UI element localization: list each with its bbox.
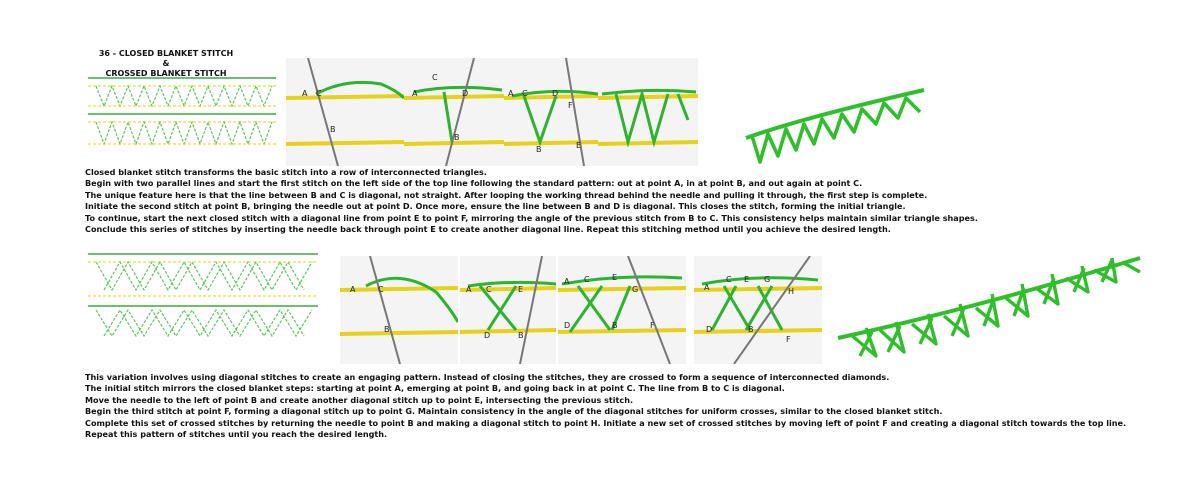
svg-text:D: D (552, 89, 559, 98)
svg-text:A: A (412, 89, 418, 98)
svg-text:B: B (536, 145, 542, 154)
svg-text:B: B (330, 125, 336, 134)
instruction-line: Begin the third stitch at point F, forming a diagonal stitch up to point G. Maintain consistency in the angle of the diagonal stitches for uniform crosses, similar to the closed blanket stitch. (85, 406, 943, 417)
svg-text:A: A (508, 89, 514, 98)
svg-text:F: F (650, 321, 655, 330)
svg-text:D: D (564, 321, 571, 330)
svg-text:A: A (466, 285, 472, 294)
instruction-line: Begin with two parallel lines and start the first stitch on the left side of the top line following the standard pattern: out at point A, in at point B, and out again at point C. (85, 178, 863, 189)
title-line-1: 36 - CLOSED BLANKET STITCH & (98, 49, 234, 68)
svg-text:B: B (454, 133, 460, 142)
crossed-step-1-photo (340, 256, 458, 364)
instruction-line: Complete this set of crossed stitches by returning the needle to point B and making a diagonal stitch to point H. Initiate a new set of crossed stitches by moving left of point F and creating a diagonal stitch towards the top line. (85, 417, 1127, 428)
svg-text:C: C (584, 275, 590, 284)
closed-blanket-instructions (85, 167, 978, 235)
instruction-line: Closed blanket stitch transforms the basic stitch into a row of interconnected triangles. (85, 167, 487, 177)
title-line-2: CROSSED BLANKET STITCH (105, 69, 227, 78)
svg-text:E: E (518, 285, 524, 294)
instruction-line: The initial stitch mirrors the closed blanket steps: starting at point A, emerging at point B, and going back in at point C. The line from B to C is diagonal. (85, 383, 785, 394)
instruction-line: The unique feature here is that the line between B and C is diagonal, not straight. After looping the working thread behind the needle and pulling it through, the first step is complete. (85, 189, 928, 200)
svg-text:B: B (518, 331, 524, 340)
svg-text:D: D (462, 89, 469, 98)
instruction-line: Repeat this pattern of stitches until you reach the desired length. (85, 429, 388, 440)
svg-text:C: C (432, 73, 438, 82)
closed-step-4-photo (598, 58, 698, 166)
crossed-blanket-diagram (88, 250, 320, 342)
closed-finished-sample (742, 78, 934, 168)
svg-text:E: E (612, 273, 618, 282)
svg-text:E: E (576, 141, 582, 150)
crossed-blanket-instructions (85, 372, 1126, 440)
svg-text:C: C (378, 285, 384, 294)
svg-text:C: C (522, 89, 528, 98)
crossed-step-3-photo (558, 256, 686, 364)
svg-text:B: B (612, 321, 618, 330)
instruction-line: Conclude this series of stitches by inserting the needle back through point E to create another diagonal line. Repeat this stitching method until you achieve the desired length. (85, 224, 891, 235)
svg-text:A: A (564, 277, 570, 286)
svg-text:A: A (302, 89, 308, 98)
svg-text:B: B (748, 325, 754, 334)
svg-text:F: F (786, 335, 791, 344)
crossed-finished-sample (836, 248, 1150, 360)
instruction-line: Move the needle to the left of point B and create another diagonal stitch up to point E, intersecting the previous stitch. (85, 394, 634, 405)
svg-text:C: C (316, 89, 322, 98)
instruction-line: Initiate the second stitch at point B, bringing the needle out at point D. Once more, ensure the line between B and D is diagonal. This closes the stitch, forming the initial triangle. (85, 201, 906, 212)
svg-text:D: D (484, 331, 491, 340)
svg-text:D: D (706, 325, 713, 334)
svg-text:B: B (384, 325, 390, 334)
svg-text:C: C (726, 275, 732, 284)
closed-step-3-photo (504, 58, 598, 166)
svg-text:A: A (350, 285, 356, 294)
svg-text:A: A (704, 283, 710, 292)
closed-step-2-photo (404, 58, 504, 166)
svg-text:G: G (632, 285, 639, 294)
svg-text:F: F (568, 101, 573, 110)
instruction-line: To continue, start the next closed stitch with a diagonal line from point E to point F, mirroring the angle of the previous stitch from B to C. This consistency helps maintain similar triangle shapes. (85, 212, 978, 223)
closed-step-1-photo (286, 58, 404, 166)
crossed-step-2-photo (460, 256, 556, 364)
svg-text:E: E (744, 275, 750, 284)
instruction-line: This variation involves using diagonal stitches to create an engaging pattern. Instead of closing the stitches, they are crossed to form a sequence of interconnected diamonds. (85, 372, 890, 382)
svg-text:G: G (764, 275, 771, 284)
closed-blanket-diagram (88, 74, 278, 160)
crossed-step-4-photo (694, 256, 822, 364)
svg-text:C: C (486, 285, 492, 294)
svg-text:H: H (788, 287, 795, 296)
